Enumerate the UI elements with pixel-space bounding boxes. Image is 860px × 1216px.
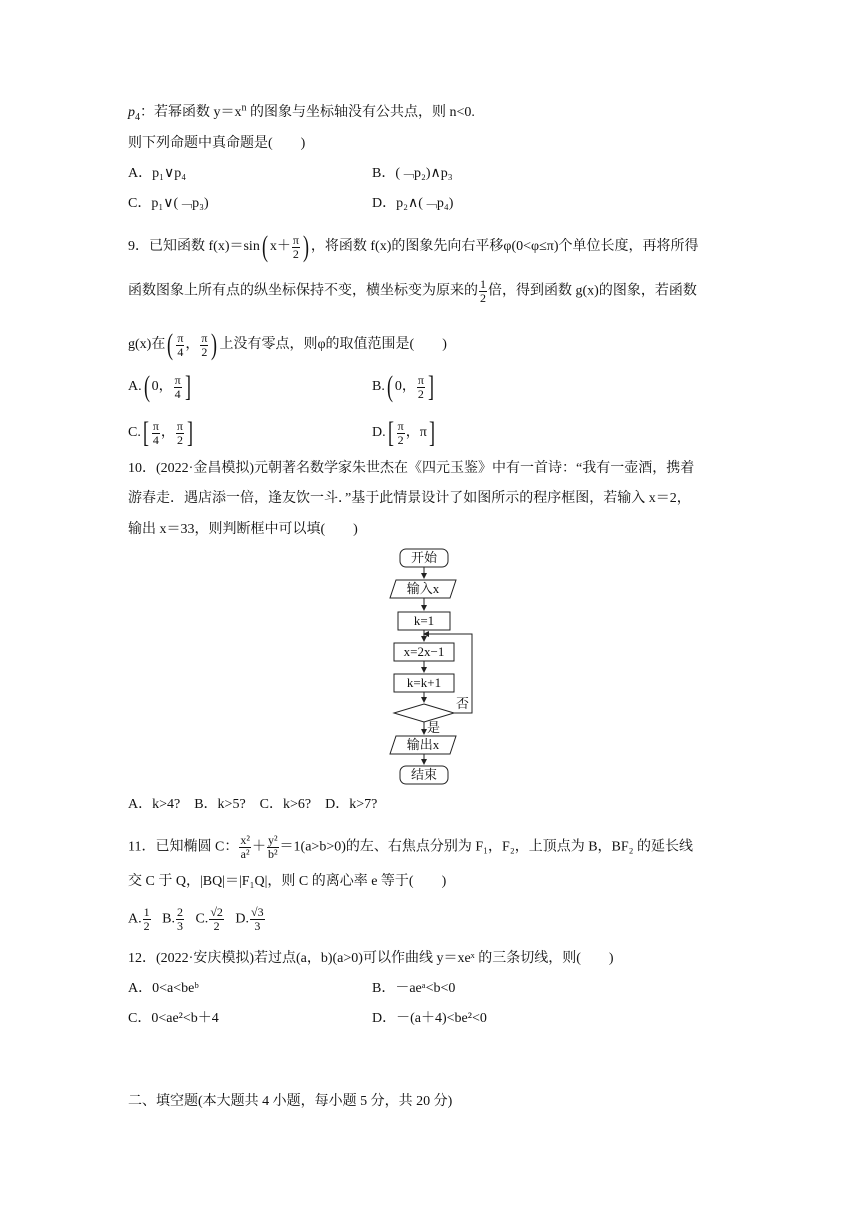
q9-line2: [128, 278, 697, 305]
q9-line3: [128, 330, 447, 360]
p4-letter: p: [128, 105, 135, 120]
flow-end-text: 结束: [410, 767, 438, 782]
q12-option-d: D．－(a＋4)<be²<0: [372, 1011, 487, 1026]
p4-text2: 的图象与坐标轴没有公共点，则 n<0.: [246, 105, 475, 120]
section-heading: 二、填空题(本大题共 4 小题，每小题 5 分，共 20 分): [128, 1094, 453, 1109]
fraction-y2-b2: $\frac{\text{y²}}{\text{b²}}$: [267, 833, 278, 861]
plus-sign: ＋: [251, 839, 266, 855]
q12-option-a: A．0<a<beᵇ: [128, 981, 199, 996]
q9-option-a: A.( 0， $\frac{\pi}{4}$ ]: [128, 370, 191, 403]
q9-text-d: 倍，得到函数 g(x)的图象，若函数: [488, 283, 697, 299]
q8-option-c: C．p₁∨(﹁p₃): [128, 196, 209, 211]
fraction-1-2: $\frac{1}{2}$: [480, 277, 486, 305]
fraction-pi-2: $\frac{\pi}{2}$: [201, 330, 208, 359]
q8-option-b: B．(﹁p₂)∧p₃: [372, 166, 453, 181]
flow-yes-label: 是: [427, 720, 441, 735]
q9-option-d: D.[ $\frac{\pi}{2}$ ，π]: [372, 416, 435, 449]
q11-options: A. $\frac{1}{2}$ B. $\frac{2}{3}$ C. $\frac{√2}{2}$ D. $\frac{√3}{3}$: [128, 905, 264, 933]
bracket-right: ): [302, 230, 309, 263]
flow-no-label: 否: [456, 696, 470, 711]
flowchart: [384, 546, 504, 786]
q9-text-a: 9．已知函数 f(x)＝sin: [128, 239, 260, 255]
q9-option-b: B.( 0， $\frac{\pi}{2}$ ]: [372, 370, 434, 403]
q10-line3: 输出 x＝33，则判断框中可以填( ): [128, 522, 358, 537]
bracket-left: (: [167, 328, 174, 361]
q9-text-b: ，将函数 f(x)的图象先向右平移φ(0<φ≤π)个单位长度，再将所得: [310, 239, 699, 255]
p4-text: ：若幂函数 y＝x: [140, 105, 242, 120]
q12-option-b: B．－aeᵃ<b<0: [372, 981, 456, 996]
flow-step2-text: k=k+1: [406, 675, 442, 690]
q11-text-a: 11．已知椭圆 C：: [128, 839, 239, 855]
q9-option-c: C.[ $\frac{\pi}{4}$ ， $\frac{\pi}{2}$ ]: [128, 416, 193, 449]
q8-option-d: D．p₂∧(﹁p₄): [372, 196, 454, 211]
q9-text-c: 函数图象上所有点的纵坐标保持不变，横坐标变为原来的: [128, 283, 478, 299]
p4-sup: n: [241, 102, 247, 114]
q12-stem: 12．(2022·安庆模拟)若过点(a，b)(a>0)可以作曲线 y＝xeˣ 的三条切线，则( ): [128, 951, 614, 966]
q9-text-f: 上没有零点，则φ的取值范围是( ): [219, 337, 447, 353]
q11-line2: 交 C 于 Q，|BQ|＝|F₁Q|，则 C 的离心率 e 等于( ): [128, 874, 447, 889]
fraction-x2-a2: $\frac{\text{x²}}{\text{a²}}$: [240, 833, 250, 861]
q9-inner: x＋: [269, 239, 291, 255]
q10-line1: 10．(2022·金昌模拟)元朝著名数学家朱世杰在《四元玉鉴》中有一首诗：“我有一壶酒，携着: [128, 461, 695, 476]
bracket-right: ): [211, 328, 218, 361]
q12-option-c: C．0<ae²<b＋4: [128, 1011, 219, 1026]
q10-line2: 游春走．遇店添一倍，逢友饮一斗．”基于此情景设计了如图所示的程序框图，若输入 x＝2，: [128, 491, 691, 506]
bracket-left: (: [261, 230, 268, 263]
flow-step1-text: x=2x−1: [403, 644, 445, 659]
q9-line1: [128, 232, 699, 262]
q11-line1: [128, 834, 693, 861]
flow-input-text: 输入x: [406, 581, 440, 596]
flow-decision-box: [394, 704, 454, 722]
flow-init-text: k=1: [413, 613, 435, 628]
fraction-pi-4: $\frac{\pi}{4}$: [177, 330, 184, 359]
q11-text-b: ＝1(a>b>0)的左、右焦点分别为 F₁，F₂，上顶点为 B，BF₂ 的延长线: [279, 839, 694, 855]
q10-options: A．k>4? B．k>5? C．k>6? D．k>7?: [128, 797, 378, 812]
p4-sub: 4: [135, 111, 140, 123]
q8-option-a: A．p₁∨p₄: [128, 166, 187, 181]
comma: ，: [185, 337, 200, 353]
q9-text-e: g(x)在: [128, 337, 166, 353]
flow-start-text: 开始: [410, 550, 438, 565]
fraction-pi-2: $\frac{\pi}{2}$: [292, 232, 299, 261]
flow-output-text: 输出x: [406, 737, 440, 752]
q8-stem: 则下列命题中真命题是( ): [128, 136, 306, 151]
statement-p4: [128, 104, 475, 122]
